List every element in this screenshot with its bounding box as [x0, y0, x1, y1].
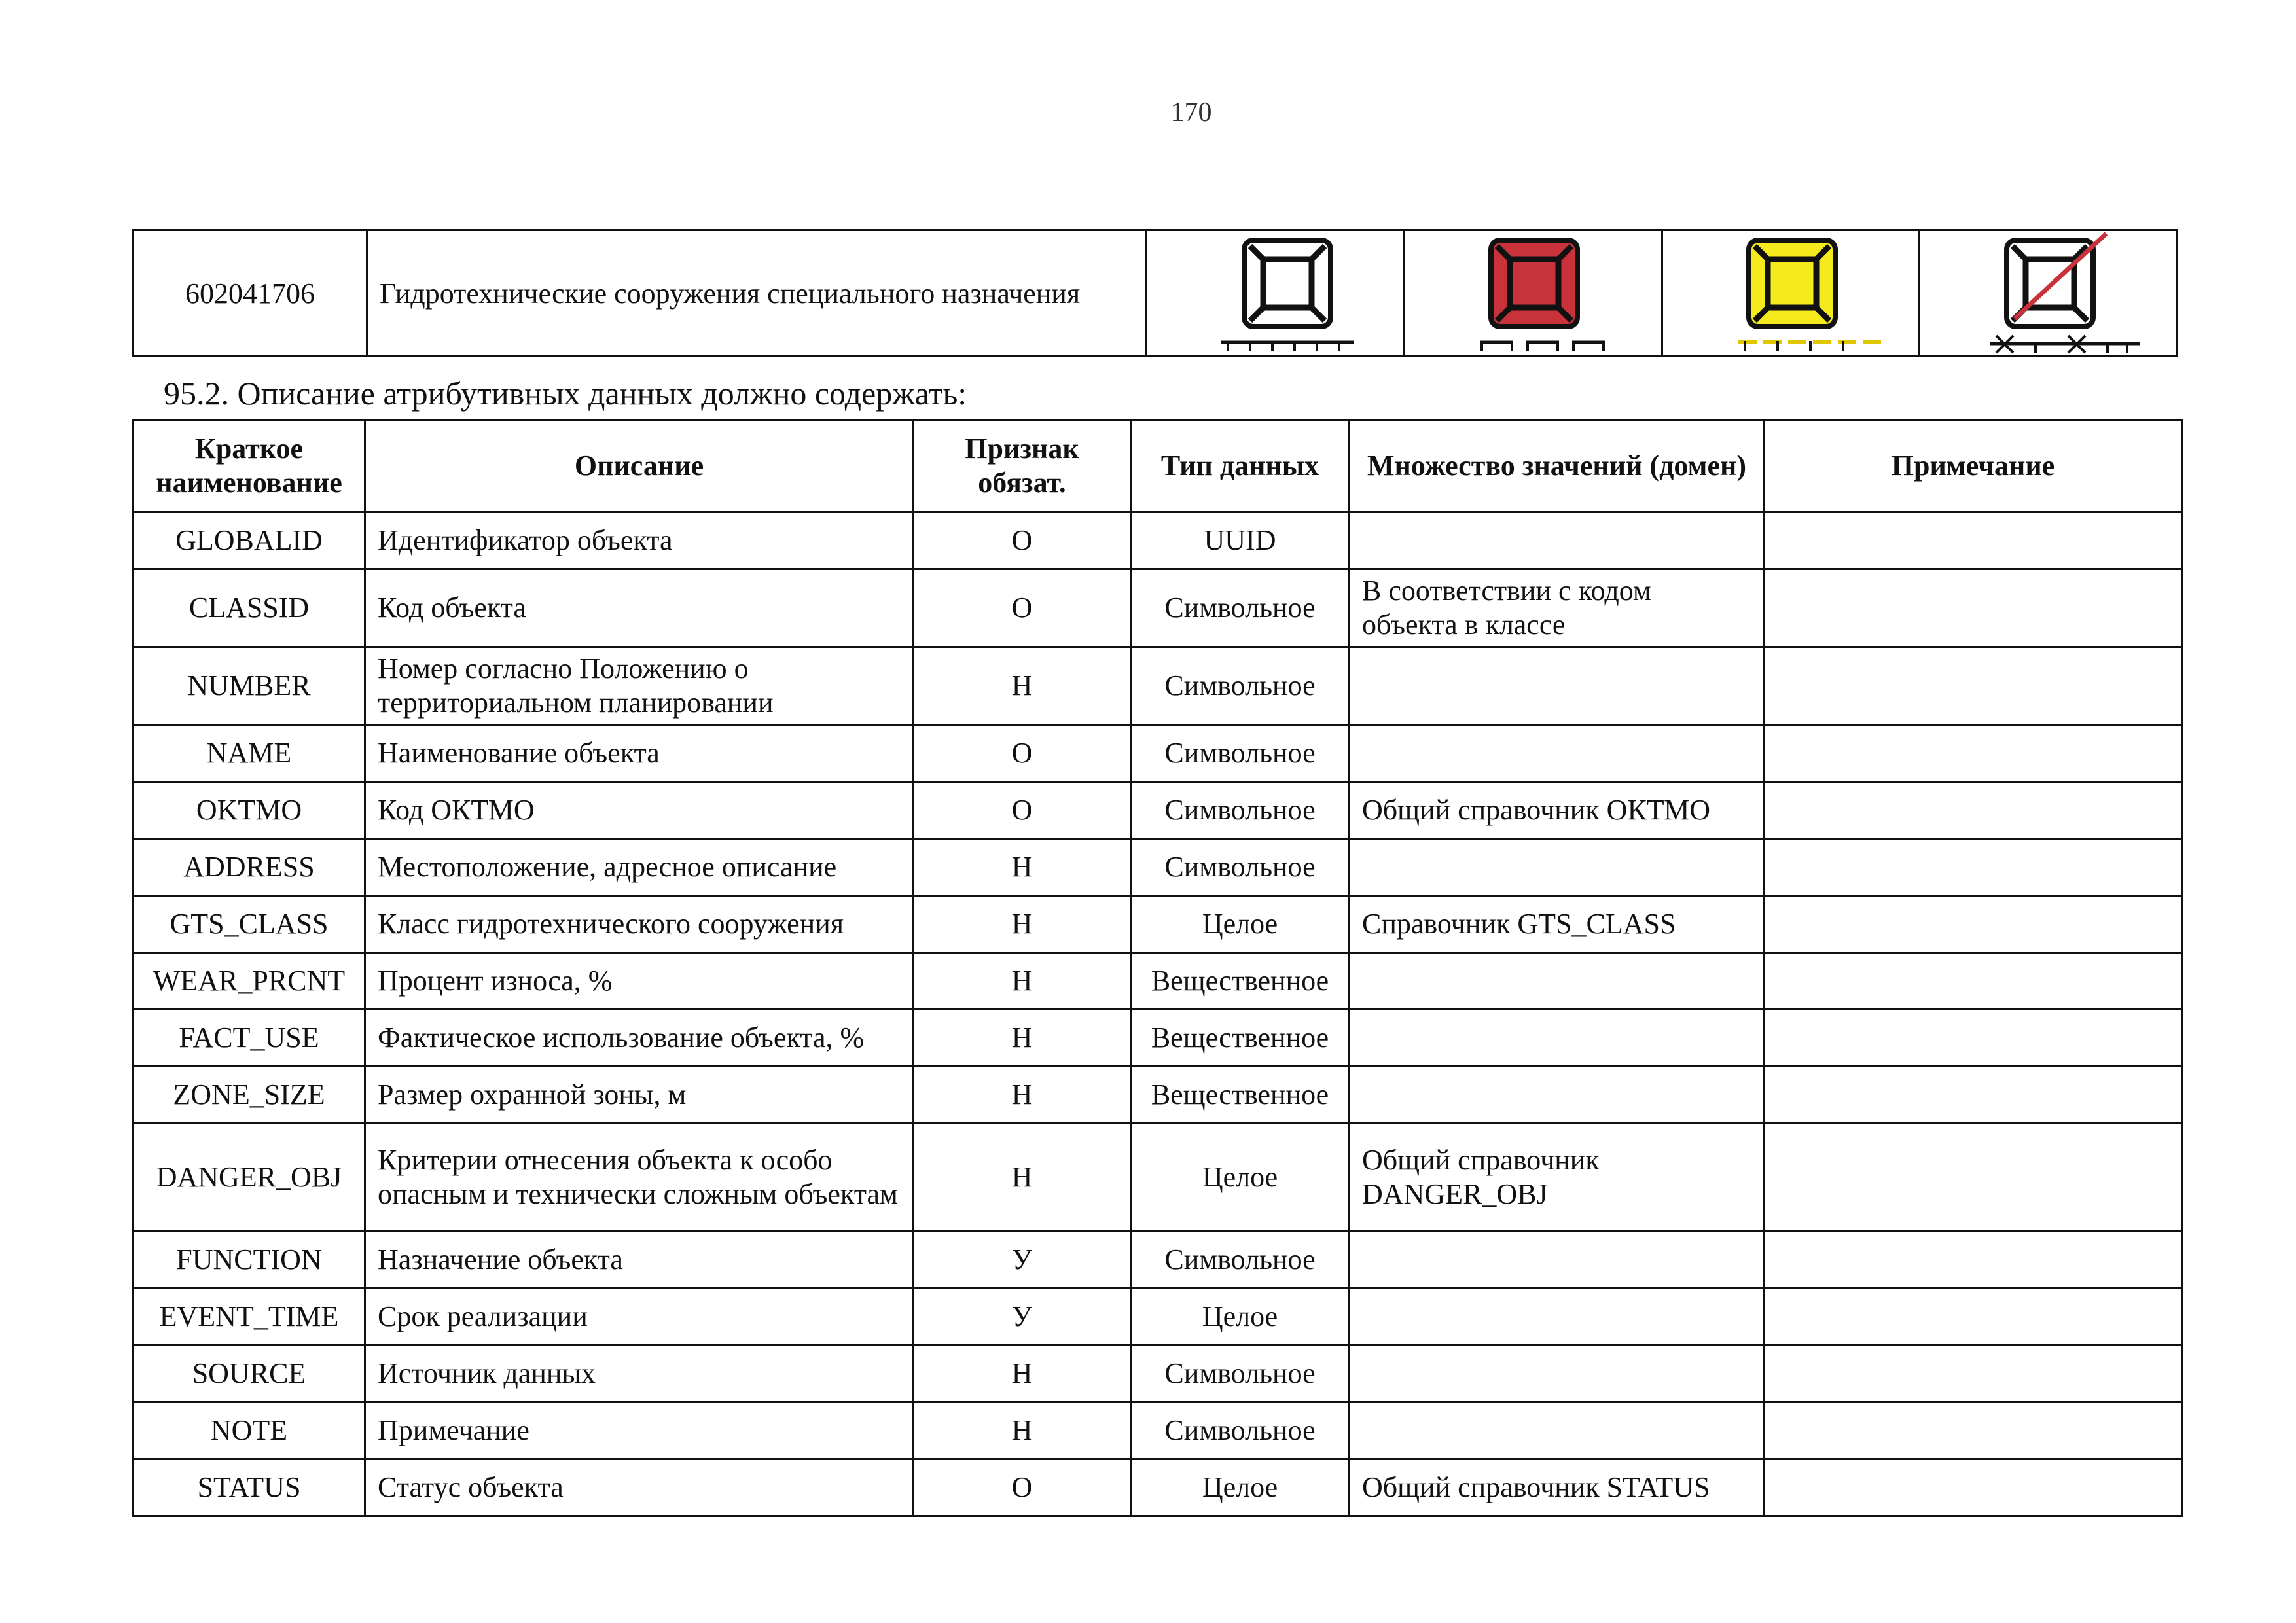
table-row	[134, 1402, 2182, 1459]
symbol-table	[132, 229, 2178, 357]
cell-domain: Общий справочник DANGER_OBJ	[1350, 1124, 1765, 1232]
reconstruction-symbol-icon	[1693, 231, 1889, 355]
object-code: 602041706	[134, 230, 367, 357]
cell-note	[1765, 1010, 2182, 1067]
cell-description: Наименование объекта	[365, 725, 914, 782]
cell-data-type: Символьное	[1131, 647, 1350, 725]
cell-note	[1765, 1124, 2182, 1232]
table-row	[134, 896, 2182, 953]
cell-short-name: FUNCTION	[134, 1232, 365, 1289]
table-row	[134, 1289, 2182, 1346]
table-row	[134, 1067, 2182, 1124]
table-body	[134, 512, 2182, 1516]
cell-required: О	[914, 782, 1131, 839]
header-note: Примечание	[1765, 420, 2182, 512]
cell-description: Код объекта	[365, 569, 914, 647]
cell-short-name: OKTMO	[134, 782, 365, 839]
cell-short-name: ZONE_SIZE	[134, 1067, 365, 1124]
cell-required: У	[914, 1232, 1131, 1289]
planned-symbol-cell	[1404, 230, 1662, 357]
cell-note	[1765, 1402, 2182, 1459]
cell-required: Н	[914, 1124, 1131, 1232]
cell-data-type: Символьное	[1131, 725, 1350, 782]
cell-data-type: Целое	[1131, 1289, 1350, 1346]
cell-data-type: Символьное	[1131, 1232, 1350, 1289]
cell-domain: Общий справочник ОКТМО	[1350, 782, 1765, 839]
cell-short-name: GTS_CLASS	[134, 896, 365, 953]
attribute-table	[132, 419, 2183, 1517]
cell-domain: Справочник GTS_CLASS	[1350, 896, 1765, 953]
cell-description: Процент износа, %	[365, 953, 914, 1010]
cell-description: Примечание	[365, 1402, 914, 1459]
cell-required: О	[914, 1459, 1131, 1516]
symbol-row	[134, 230, 2178, 357]
cell-note	[1765, 725, 2182, 782]
cell-data-type: Символьное	[1131, 569, 1350, 647]
existing-symbol-icon	[1177, 231, 1373, 355]
cell-short-name: FACT_USE	[134, 1010, 365, 1067]
cell-description: Критерии отнесения объекта к особо опасным и технически сложным объектам	[365, 1124, 914, 1232]
cell-required: О	[914, 725, 1131, 782]
cell-description: Номер согласно Положению о территориальном планировании	[365, 647, 914, 725]
table-row	[134, 1124, 2182, 1232]
page-number: 170	[1170, 98, 1212, 128]
cell-required: Н	[914, 896, 1131, 953]
table-row	[134, 512, 2182, 569]
cell-domain	[1350, 1232, 1765, 1289]
cell-data-type: Целое	[1131, 1459, 1350, 1516]
cell-domain	[1350, 953, 1765, 1010]
table-row	[134, 1232, 2182, 1289]
cell-data-type: Символьное	[1131, 1346, 1350, 1402]
cell-data-type: Вещественное	[1131, 953, 1350, 1010]
table-row	[134, 1459, 2182, 1516]
reconstruction-symbol-cell	[1662, 230, 1920, 357]
cell-required: Н	[914, 1346, 1131, 1402]
cell-description: Фактическое использование объекта, %	[365, 1010, 914, 1067]
table-row	[134, 839, 2182, 896]
cell-note	[1765, 512, 2182, 569]
cell-data-type: Вещественное	[1131, 1067, 1350, 1124]
cell-required: Н	[914, 1010, 1131, 1067]
cell-data-type: UUID	[1131, 512, 1350, 569]
header-data-type: Тип данных	[1131, 420, 1350, 512]
cell-short-name: ADDRESS	[134, 839, 365, 896]
table-row	[134, 1010, 2182, 1067]
cell-required: О	[914, 569, 1131, 647]
cell-note	[1765, 896, 2182, 953]
cell-note	[1765, 647, 2182, 725]
table-header-row	[134, 420, 2182, 512]
cell-domain	[1350, 839, 1765, 896]
cell-short-name: NOTE	[134, 1402, 365, 1459]
header-domain: Множество значений (домен)	[1350, 420, 1765, 512]
header-description: Описание	[365, 420, 914, 512]
cell-domain	[1350, 1010, 1765, 1067]
cell-short-name: CLASSID	[134, 569, 365, 647]
table-row	[134, 725, 2182, 782]
cell-data-type: Символьное	[1131, 839, 1350, 896]
cell-description: Класс гидротехнического сооружения	[365, 896, 914, 953]
object-description: Гидротехнические сооружения специального назначения	[367, 230, 1147, 357]
cell-domain	[1350, 1402, 1765, 1459]
cell-description: Местоположение, адресное описание	[365, 839, 914, 896]
cell-domain	[1350, 1067, 1765, 1124]
table-row	[134, 569, 2182, 647]
planned-symbol-icon	[1435, 231, 1631, 355]
cell-short-name: NAME	[134, 725, 365, 782]
cell-description: Источник данных	[365, 1346, 914, 1402]
cell-short-name: DANGER_OBJ	[134, 1124, 365, 1232]
header-required: Признак обязат.	[914, 420, 1131, 512]
header-short-name: Краткое наименование	[134, 420, 365, 512]
cell-short-name: NUMBER	[134, 647, 365, 725]
cell-note	[1765, 1289, 2182, 1346]
cell-domain: Общий справочник STATUS	[1350, 1459, 1765, 1516]
cell-note	[1765, 782, 2182, 839]
table-row	[134, 782, 2182, 839]
table-row	[134, 953, 2182, 1010]
cell-note	[1765, 953, 2182, 1010]
cell-note	[1765, 569, 2182, 647]
cell-note	[1765, 1232, 2182, 1289]
cell-data-type: Символьное	[1131, 1402, 1350, 1459]
cell-required: Н	[914, 1067, 1131, 1124]
cell-note	[1765, 1346, 2182, 1402]
cell-short-name: GLOBALID	[134, 512, 365, 569]
cell-short-name: SOURCE	[134, 1346, 365, 1402]
cell-domain	[1350, 725, 1765, 782]
cell-data-type: Символьное	[1131, 782, 1350, 839]
cell-data-type: Вещественное	[1131, 1010, 1350, 1067]
cell-description: Срок реализации	[365, 1289, 914, 1346]
cell-domain	[1350, 1289, 1765, 1346]
cell-short-name: STATUS	[134, 1459, 365, 1516]
cell-required: У	[914, 1289, 1131, 1346]
cell-description: Код ОКТМО	[365, 782, 914, 839]
cell-required: Н	[914, 839, 1131, 896]
cell-domain: В соответствии с кодом объекта в классе	[1350, 569, 1765, 647]
existing-symbol-cell	[1147, 230, 1405, 357]
cell-short-name: WEAR_PRCNT	[134, 953, 365, 1010]
cell-note	[1765, 839, 2182, 896]
cell-domain	[1350, 1346, 1765, 1402]
cell-required: Н	[914, 953, 1131, 1010]
cell-required: Н	[914, 1402, 1131, 1459]
cell-description: Идентификатор объекта	[365, 512, 914, 569]
cell-data-type: Целое	[1131, 896, 1350, 953]
cell-description: Статус объекта	[365, 1459, 914, 1516]
cell-domain	[1350, 647, 1765, 725]
cell-domain	[1350, 512, 1765, 569]
liquidation-symbol-icon	[1950, 231, 2147, 355]
cell-description: Назначение объекта	[365, 1232, 914, 1289]
section-title: 95.2. Описание атрибутивных данных должно содержать:	[164, 375, 967, 412]
liquidation-symbol-cell	[1920, 230, 2178, 357]
table-row	[134, 647, 2182, 725]
cell-required: Н	[914, 647, 1131, 725]
cell-note	[1765, 1067, 2182, 1124]
cell-data-type: Целое	[1131, 1124, 1350, 1232]
table-row	[134, 1346, 2182, 1402]
cell-short-name: EVENT_TIME	[134, 1289, 365, 1346]
cell-note	[1765, 1459, 2182, 1516]
cell-required: О	[914, 512, 1131, 569]
cell-description: Размер охранной зоны, м	[365, 1067, 914, 1124]
